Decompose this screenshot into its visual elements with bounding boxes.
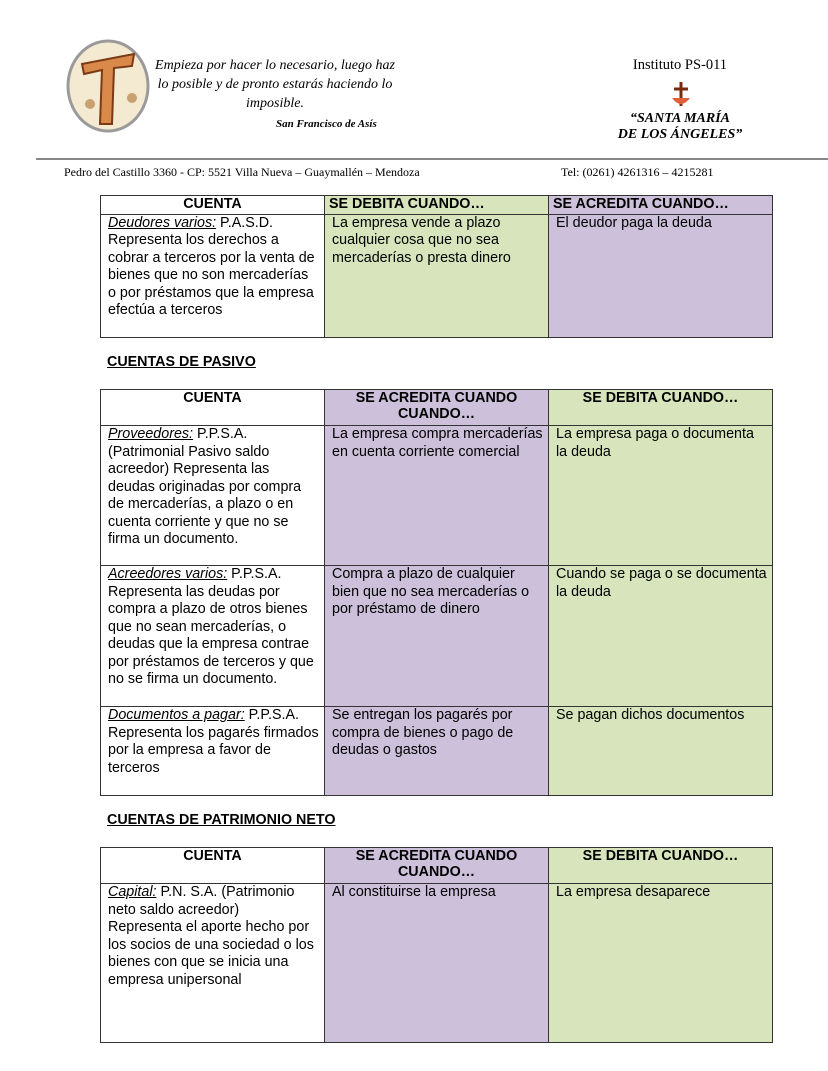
column-header: SE DEBITA CUANDO… bbox=[549, 390, 773, 426]
account-name: Documentos a pagar: bbox=[108, 707, 245, 723]
school-name-line1: “SANTA MARÍA bbox=[630, 111, 730, 126]
column-header: SE ACREDITA CUANDO CUANDO… bbox=[325, 390, 549, 426]
credit-cell: Se entregan los pagarés por compra de bienes o pago de deudas o gastos bbox=[325, 707, 549, 796]
credit-cell: El deudor paga la deuda bbox=[549, 214, 773, 337]
account-description: Representa las deudas por compra a plazo de otros bienes que no sean mercaderías, o deudas que la empresa contrae por préstamos de terceros y que no se firma un documento. bbox=[108, 583, 314, 687]
account-name: Proveedores: bbox=[108, 426, 194, 442]
phone: Tel: (0261) 4261316 – 4215281 bbox=[561, 165, 714, 179]
column-header: CUENTA bbox=[101, 196, 325, 215]
accounts-table bbox=[100, 195, 773, 338]
account-description: Representa los pagarés firmados por la empresa a favor de terceros bbox=[108, 724, 319, 776]
saint-francis-logo bbox=[62, 36, 154, 136]
table-header-row bbox=[101, 848, 773, 884]
school-name-line2: DE LOS ÁNGELES” bbox=[617, 127, 743, 142]
debit-cell: La empresa desaparece bbox=[549, 884, 773, 1043]
table-header-row bbox=[101, 196, 773, 215]
column-header: CUENTA bbox=[101, 848, 325, 884]
accounts-table bbox=[100, 847, 773, 1043]
debit-cell: Cuando se paga o se documenta la deuda bbox=[549, 566, 773, 707]
account-cell bbox=[101, 566, 325, 707]
school-crest-icon bbox=[668, 80, 694, 110]
school-name bbox=[600, 111, 760, 143]
table-row bbox=[101, 566, 773, 707]
table-header-row bbox=[101, 390, 773, 426]
account-type: P.A.S.D. bbox=[216, 214, 274, 231]
address: Pedro del Castillo 3360 - CP: 5521 Villa Nueva – Guaymallén – Mendoza bbox=[64, 165, 420, 179]
column-header: SE DEBITA CUANDO… bbox=[325, 196, 549, 215]
account-cell bbox=[101, 426, 325, 566]
account-cell bbox=[101, 884, 325, 1043]
table-row bbox=[101, 426, 773, 566]
credit-cell: La empresa compra mercaderías en cuenta corriente comercial bbox=[325, 426, 549, 566]
section-title: CUENTAS DE PASIVO bbox=[107, 354, 256, 370]
account-type: P.P.S.A. bbox=[227, 566, 282, 582]
header-quote: Empieza por hacer lo necesario, luego haz lo posible y de pronto estarás haciendo lo imposible. bbox=[155, 58, 395, 111]
table-row bbox=[101, 214, 773, 337]
debit-cell: La empresa vende a plazo cualquier cosa que no sea mercaderías o presta dinero bbox=[325, 214, 549, 337]
quote-author: San Francisco de Asís bbox=[276, 118, 377, 130]
debit-cell: La empresa paga o documenta la deuda bbox=[549, 426, 773, 566]
account-cell bbox=[101, 707, 325, 796]
column-header: SE DEBITA CUANDO… bbox=[549, 848, 773, 884]
accounts-table bbox=[100, 389, 773, 796]
section-title: CUENTAS DE PATRIMONIO NETO bbox=[107, 812, 336, 828]
account-type: P.N. S.A. (Patrimonio neto saldo acreedor) bbox=[108, 884, 295, 918]
column-header: SE ACREDITA CUANDO… bbox=[549, 196, 773, 215]
table-row bbox=[101, 884, 773, 1043]
account-description: Representa los derechos a cobrar a terceros por la venta de bienes que no son mercaderías o por préstamos que la empresa efectúa a terceros bbox=[108, 232, 315, 318]
account-type: P.P.S.A. bbox=[193, 426, 248, 442]
account-description: (Patrimonial Pasivo saldo acreedor) Representa las deudas originadas por compra de mercaderías, a plazo o en cuenta corriente y que no se firma un documento. bbox=[108, 443, 302, 547]
column-header: SE ACREDITA CUANDO CUANDO… bbox=[325, 848, 549, 884]
credit-cell: Compra a plazo de cualquier bien que no sea mercaderías o por préstamo de dinero bbox=[325, 566, 549, 707]
debit-cell: Se pagan dichos documentos bbox=[549, 707, 773, 796]
account-name: Deudores varios: bbox=[108, 214, 217, 231]
header-divider bbox=[36, 158, 828, 160]
table-row bbox=[101, 707, 773, 796]
account-name: Capital: bbox=[108, 884, 157, 900]
institute-name: Instituto PS-011 bbox=[632, 57, 728, 73]
column-header: CUENTA bbox=[101, 390, 325, 426]
account-description: Representa el aporte hecho por los socios de una sociedad o los bienes con que se inicia una empresa unipersonal bbox=[108, 919, 314, 988]
account-name: Acreedores varios: bbox=[108, 566, 228, 582]
account-cell bbox=[101, 214, 325, 337]
credit-cell: Al constituirse la empresa bbox=[325, 884, 549, 1043]
account-type: P.P.S.A. bbox=[244, 707, 300, 723]
